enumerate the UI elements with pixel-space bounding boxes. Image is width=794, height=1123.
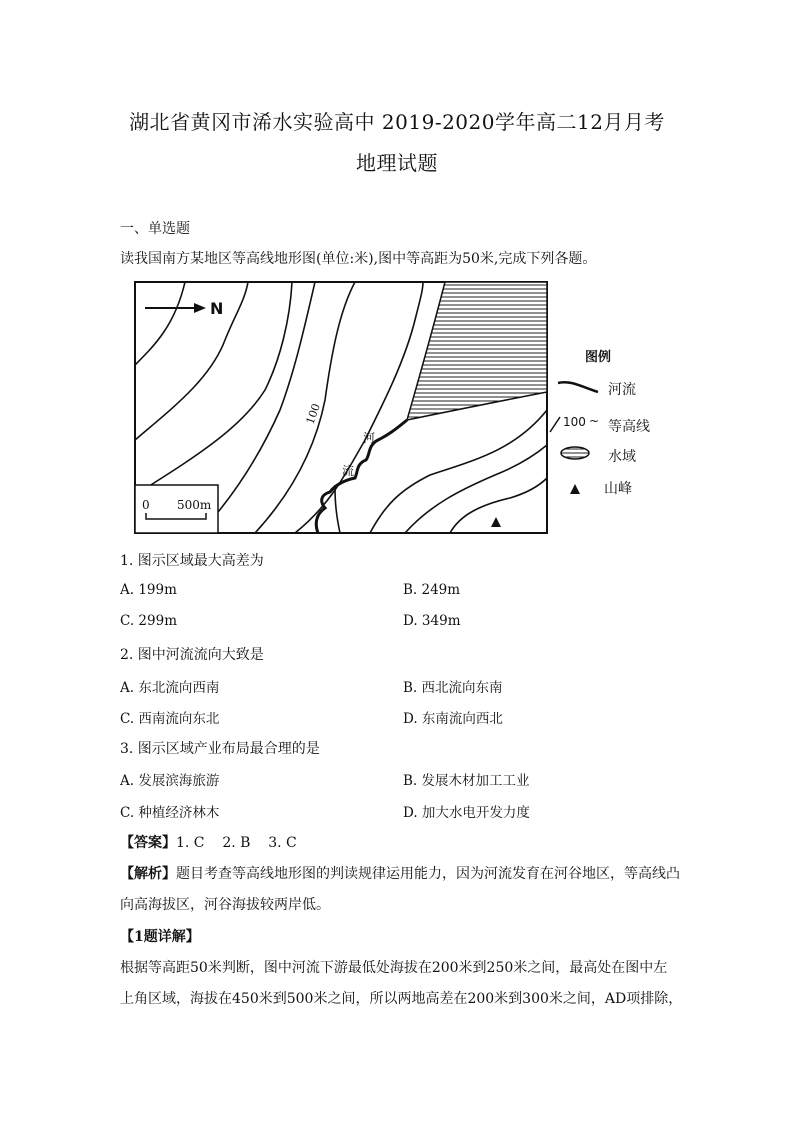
section-heading: 一、单选题 [120,221,190,237]
option-d[interactable]: D. 349m [403,613,461,629]
document-title: 湖北省黄冈市浠水实验高中 2019-2020学年高二12月月考 [129,110,665,134]
legend-water-label: 水域 [608,449,636,465]
question-stem: 2. 图中河流流向大致是 [120,647,264,663]
question-stem: 1. 图示区域最大高差为 [120,553,264,569]
river [316,420,407,533]
legend-river-icon [558,382,598,392]
river-label-2: 流 [342,464,355,478]
legend-contour-sample: 100 [563,415,586,429]
contour-value-label: 100 [303,401,324,427]
legend-contour-label: 等高线 [608,419,650,435]
legend-peak-icon [570,484,580,494]
analysis-text-2: 向高海拔区，河谷海拔较两岸低。 [120,897,330,913]
option-b[interactable]: B. 发展木材加工工业 [403,773,530,789]
legend-contour-tilde: ~ [589,414,600,428]
option-c[interactable]: C. 西南流向东北 [120,711,220,727]
legend-river-label: 河流 [608,382,636,398]
option-a[interactable]: A. 发展滨海旅游 [120,773,220,789]
scale-distance: 500m [177,498,212,512]
river-label-1: 河 [363,431,376,445]
detail-text-1: 根据等高距50米判断，图中河流下游最低处海拔在200米到250米之间，最高处在图中左 [120,960,668,976]
contour-line [135,282,185,365]
contour-map [130,280,655,538]
question-intro: 读我国南方某地区等高线地形图(单位:米),图中等高距为50米,完成下列各题。 [120,251,597,267]
analysis-text-1: 题目考查等高线地形图的判读规律运用能力，因为河流发育在河谷地区，等高线凸 [176,866,680,882]
north-label: N [210,299,224,318]
answer-text: 1. C 2. B 3. C [176,835,297,851]
detail-label: 【1题详解】 [120,929,200,945]
option-c[interactable]: C. 种植经济林木 [120,805,220,821]
option-d[interactable]: D. 加大水电开发力度 [403,805,530,821]
contour-line [335,485,340,533]
contour-line [135,282,248,440]
answer-label: 【答案】 [120,835,176,851]
question-stem: 3. 图示区域产业布局最合理的是 [120,741,320,757]
option-b[interactable]: B. 西北流向东南 [403,680,503,696]
legend-water-icon [561,447,589,459]
legend-peak-label: 山峰 [604,481,632,497]
legend-contour-icon [550,417,560,432]
option-d[interactable]: D. 东南流向西北 [403,711,503,727]
contour-line [405,445,547,533]
peak-icon [491,517,501,527]
scale-zero: 0 [142,498,150,512]
option-a[interactable]: A. 东北流向西南 [120,680,220,696]
contour-line [255,282,355,533]
analysis-label: 【解析】 [120,866,176,882]
detail-text-2: 上角区域，海拔在450米到500米之间，所以两地高差在200米到300米之间，AD项排除， [120,991,683,1007]
legend-title: 图例 [585,350,612,365]
analysis-line [120,863,680,883]
option-c[interactable]: C. 299m [120,613,177,629]
document-subtitle: 地理试题 [356,151,438,175]
water-area [407,282,547,420]
answer-line [120,832,297,852]
option-b[interactable]: B. 249m [403,582,461,598]
option-a[interactable]: A. 199m [120,582,177,598]
